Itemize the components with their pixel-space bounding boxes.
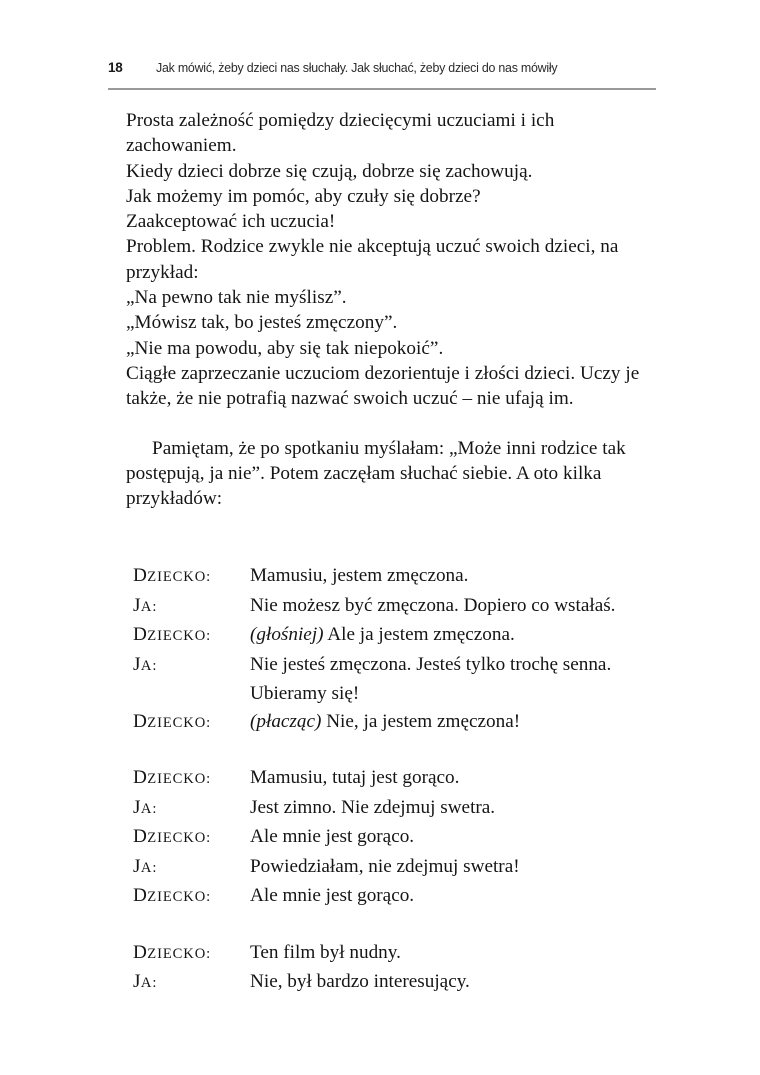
closing-paragraph: Pamiętam, że po spotkaniu myślałam: „Może inni rodzice tak postępują, ja nie”. Potem zaczęłam słuchać siebie. A oto kilka przykładów:: [126, 437, 626, 510]
dialogue-line: [133, 939, 653, 969]
paragraph: „Mówisz tak, bo jesteś zmęczony”.: [126, 312, 398, 334]
speaker-initial: J: [133, 594, 141, 616]
speech-body: Nie jesteś zmęczona. Jesteś tylko trochę senna.: [250, 653, 612, 675]
speech-body: Ten film był nudny.: [250, 941, 401, 963]
speaker-smallcaps: ZIECKO:: [147, 830, 212, 846]
speech-text: [250, 939, 653, 967]
paragraph: „Na pewno tak nie myślisz”.: [126, 287, 347, 309]
speech-text: [250, 708, 653, 736]
speech-text: [250, 562, 653, 590]
speaker-smallcaps: A:: [140, 800, 158, 817]
speaker-initial: D: [133, 826, 148, 847]
speaker-initial: J: [133, 796, 141, 818]
paragraph: Zaakceptować ich uczucia!: [126, 211, 336, 233]
speech-body: Mamusiu, tutaj jest gorąco.: [250, 767, 460, 788]
speaker-initial: D: [133, 885, 148, 906]
speaker-initial: D: [133, 565, 148, 586]
body-text-block: [126, 108, 656, 511]
speaker-label: [133, 651, 250, 681]
dialogue-block: [133, 562, 653, 737]
speaker-initial: D: [133, 624, 148, 645]
dialogue-transcripts: [133, 562, 653, 998]
speech-body: Mamusiu, jestem zmęczona.: [250, 565, 469, 586]
speech-text: [250, 853, 653, 881]
speech-text: [250, 592, 653, 620]
speech-body: Nie, był bardzo interesujący.: [250, 971, 470, 992]
dialogue-line: [133, 968, 653, 998]
running-title: Jak mówić, żeby dzieci nas słuchały. Jak słuchać, żeby dzieci do nas mówiły: [156, 60, 558, 75]
speaker-label: [133, 968, 250, 998]
speaker-label: [133, 764, 250, 794]
paragraph: Jak możemy im pomóc, aby czuły się dobrze?: [126, 185, 481, 207]
paragraph: Prosta zależność pomiędzy dziecięcymi uczuciami i ich zachowaniem.: [126, 110, 555, 157]
speech-body: Ubieramy się!: [250, 683, 360, 704]
dialogue-block: [133, 764, 653, 912]
speaker-label: [133, 853, 250, 883]
speaker-label: [133, 562, 250, 592]
dialogue-line: [133, 853, 653, 883]
speaker-smallcaps: ZIECKO:: [147, 569, 212, 585]
speaker-initial: J: [133, 653, 141, 675]
speaker-label: [133, 592, 250, 622]
dialogue-line: [133, 823, 653, 853]
stage-direction: (głośniej): [250, 624, 324, 645]
dialogue-block: [133, 939, 653, 998]
dialogue-line-continuation: [133, 680, 653, 708]
dialogue-line: [133, 592, 653, 622]
dialogue-line: [133, 562, 653, 592]
speaker-smallcaps: ZIECKO:: [147, 628, 212, 644]
speaker-initial: J: [133, 971, 141, 992]
speaker-smallcaps: A:: [140, 598, 158, 615]
speaker-smallcaps: ZIECKO:: [147, 889, 212, 905]
dialogue-line: [133, 882, 653, 912]
speaker-label: [133, 794, 250, 824]
speech-body: Nie możesz być zmęczona. Dopiero co wstałaś.: [250, 594, 616, 616]
speaker-label: [133, 708, 250, 738]
speaker-label: [133, 621, 250, 651]
speaker-initial: D: [133, 710, 148, 732]
speech-body: Ale ja jestem zmęczona.: [323, 624, 515, 645]
speech-text: [250, 968, 653, 996]
dialogue-line: [133, 708, 653, 738]
speech-text: [250, 823, 653, 851]
speech-text: [250, 651, 653, 679]
speaker-label: [133, 882, 250, 912]
speech-text: [250, 794, 653, 822]
speech-text: [250, 764, 653, 792]
speaker-initial: D: [133, 941, 148, 963]
paragraph: Problem. Rodzice zwykle nie akceptują uczuć swoich dzieci, na przykład:: [126, 236, 619, 283]
running-header: [108, 60, 656, 84]
dialogue-line: [133, 651, 653, 681]
header-divider-rule: [108, 88, 656, 90]
speaker-smallcaps: ZIECKO:: [147, 771, 212, 787]
speaker-initial: D: [133, 767, 148, 788]
dialogue-line: [133, 794, 653, 824]
speech-body: Nie, ja jestem zmęczona!: [321, 710, 521, 732]
paragraph: „Nie ma powodu, aby się tak niepokoić”.: [126, 337, 444, 359]
speaker-label: [133, 939, 250, 969]
speaker-smallcaps: ZIECKO:: [147, 945, 212, 962]
speech-text: [250, 882, 653, 910]
speech-body: Ale mnie jest gorąco.: [250, 885, 415, 906]
speech-text: [250, 680, 653, 708]
speech-body: Jest zimno. Nie zdejmuj swetra.: [250, 796, 496, 818]
speaker-initial: J: [133, 855, 141, 877]
dialogue-line: [133, 764, 653, 794]
speaker-label: [133, 823, 250, 853]
paragraph: Kiedy dzieci dobrze się czują, dobrze się zachowują.: [126, 160, 533, 182]
speech-body: Powiedziałam, nie zdejmuj swetra!: [250, 855, 520, 877]
stage-direction: (płacząc): [250, 710, 322, 732]
page-number: 18: [108, 60, 123, 75]
speech-body: Ale mnie jest gorąco.: [250, 826, 415, 847]
speech-text: [250, 621, 653, 649]
speaker-smallcaps: A:: [140, 859, 158, 876]
speaker-smallcaps: A:: [140, 975, 158, 991]
speaker-smallcaps: A:: [140, 657, 158, 674]
speaker-smallcaps: ZIECKO:: [147, 714, 212, 731]
paragraph: Ciągłe zaprzeczanie uczuciom dezorientuje i złości dzieci. Uczy je także, że nie potrafią nazwać swoich uczuć – nie ufają im.: [126, 362, 640, 410]
dialogue-line: [133, 621, 653, 651]
